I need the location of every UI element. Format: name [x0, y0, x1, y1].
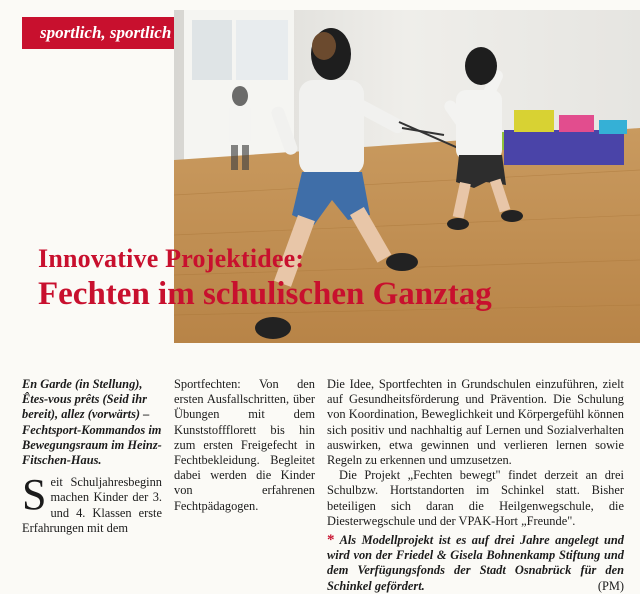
- dropcap-letter: S: [22, 470, 47, 520]
- photo-caption: En Garde (in Stellung), Êtes-vous prêts (Seid ihr bereit), allez (vorwärts) – Fechtsport-Kommandos im Bewegungsraum im Heinz-Fitschen-Haus.: [22, 377, 162, 468]
- column-2-filler: Sportfechten: Von den ersten Ausfallschritten, über Übungen mit dem Kunststoffflorett bis hin zum ersten Freigefecht in Fechtbekleidung. Begleitet dabei werden die Kinder von erfahrenen Fechtpädagogen.: [174, 377, 315, 513]
- press-credit: (PM): [597, 578, 624, 593]
- intro-text: eit Schuljahresbeginn machen Kinder der 3. und 4. Klassen erste Erfahrungen mit dem: [22, 475, 162, 535]
- funding-note-text: Als Modellprojekt ist es auf drei Jahre angelegt und wird von der Friedel & Gisela Bohnenkamp Stiftung und dem Verfügungsfonds der Stadt Osnabrück für den Schinkel gefördert.: [327, 533, 624, 593]
- paragraph-2: Die Idee, Sportfechten in Grundschulen einzuführen, zielt auf Gesundheitsförderung und Prävention. Die Schulung von Koordination, Beweglichkeit und Körpergefühl können sich positiv und nachhaltig auf Lernen und Sozialverhalten auswirken, etwa gewinnen und verlieren lernen sowie Regeln zu erkennen und umzusetzen.: [327, 377, 624, 468]
- headline-subtitle: Innovative Projektidee:: [38, 244, 305, 273]
- column-3: [327, 377, 624, 594]
- intro-paragraph: [22, 470, 162, 536]
- paragraph-3: Die Projekt „Fechten bewegt" findet derzeit an drei Schulbzw. Hortstandorten im Schinkel statt. Bisher beteiligen sich daran die Heilgenwegschule, die Diesterwegschule und der VPAK-Hort „Freunde".: [327, 468, 624, 528]
- headline-title: Fechten im schulischen Ganztag: [38, 276, 492, 312]
- column-2: [174, 377, 315, 514]
- star-icon: *: [327, 532, 335, 549]
- funding-note: [327, 533, 624, 594]
- section-kicker: sportlich, sportlich: [22, 17, 198, 49]
- column-1: [22, 377, 162, 536]
